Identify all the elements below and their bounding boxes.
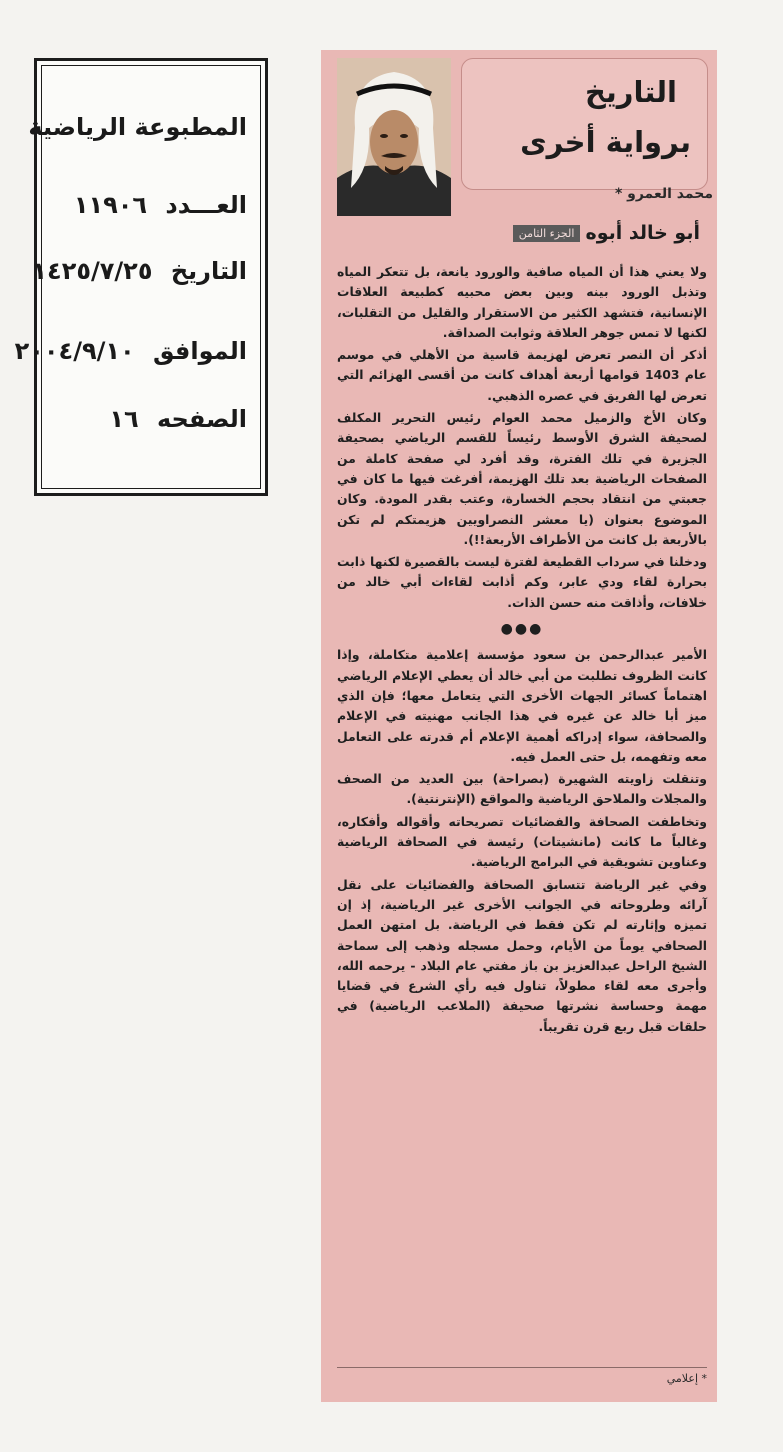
issue-value: ١١٩٠٦ bbox=[73, 191, 148, 219]
card-hijri-row bbox=[32, 257, 247, 285]
section-separator: ●●● bbox=[500, 621, 544, 638]
page-value: ١٦ bbox=[109, 405, 139, 433]
card-issue-row bbox=[47, 191, 247, 219]
paragraph: الأمير عبدالرحمن بن سعود مؤسسة إعلامية متكاملة، وإذا كانت الظروف تطلبت من أبي خالد أن يعطي الإعلام الرياضي اهتماماً كسائر الجهات الأخرى التي يتعامل معها؛ فإن الذي ميز أبا خالد عن غيره في هذا الجانب مهنيته في الإعلام والصحافة، سواء إدراكه أهمية الإعلام أم قدرته على التعامل معه وتفهمه، بل حتى العمل فيه. bbox=[337, 647, 707, 764]
article-subtitle: أبو خالد أبوه bbox=[585, 222, 700, 244]
paragraph: وفي غير الرياضة تتسابق الصحافة والفضائيات على نقل آرائه وطروحاته في الجوانب الأخرى غير الرياضية، إذ إن تميزه وإثارته لم تكن فقط في الرياضة. بل امتهن العمل الصحافي يوماً من الأيام، وحمل مسجله وذهب إلى سماحة الشيخ الراحل عبدالعزيز بن باز مفتي عام البلاد - يرحمه الله، وأجرى معه لقاء مطولاً، تناول فيه رأي الشرع في قضايا مهمة وحساسة نشرتها صحيفة (الملاعب الرياضية) في حلقات قبل ربع قرن تقريباً. bbox=[337, 876, 707, 1034]
hijri-date-label: التاريخ bbox=[170, 257, 247, 285]
author-portrait-icon bbox=[337, 58, 451, 216]
card-gregorian-row bbox=[14, 337, 247, 365]
author-name: محمد العمرو bbox=[627, 186, 713, 202]
part-badge: الجزء الثامن bbox=[513, 225, 581, 242]
column-title-box bbox=[461, 58, 708, 190]
article-body bbox=[337, 262, 707, 1039]
paragraph: ولا يعني هذا أن المياه صافية والورود يانعة، بل تتعكر المياه وتذبل الورود بينه وبين بعض محبيه كطبيعة العلاقات الإنسانية، فتشهد الكثير من الاستقرار والقليل من التقلبات، لكنها لا تمس جوهر العلاقة وثوابت الصداقة. bbox=[337, 264, 707, 340]
column-title-line1: التاريخ bbox=[584, 75, 677, 109]
footnote-divider bbox=[337, 1367, 707, 1368]
gregorian-date-label: الموافق bbox=[153, 337, 247, 365]
gregorian-date-value: ٢٠٠٤/٩/١٠ bbox=[14, 337, 135, 365]
author-byline bbox=[603, 186, 713, 202]
card-page-row bbox=[47, 405, 247, 433]
footnote-star: * bbox=[701, 1372, 707, 1385]
article-subhead bbox=[352, 222, 700, 244]
paragraph: وتنقلت زاويته الشهيرة (بصراحة) بين العديد من الصحف والمجلات والملاحق الرياضية والمواقع (الإنترنتية). bbox=[337, 771, 707, 807]
issue-label: العـــدد bbox=[165, 191, 247, 219]
column-title-line2: برواية أخرى bbox=[520, 125, 691, 159]
paragraph: ودخلنا في سرداب القطيعة لفترة ليست بالقصيرة لكنها ذابت بحرارة لقاء ودي عابر، وكم أذابت لقاءات أبي خالد من خلافات، وأذاقت منه حسن الذات. bbox=[337, 554, 707, 610]
author-photo bbox=[337, 58, 451, 216]
page-label: الصفحه bbox=[156, 405, 247, 433]
publication-name: المطبوعة الرياضية bbox=[28, 113, 247, 141]
author-footnote bbox=[337, 1372, 707, 1385]
archive-index-card bbox=[14, 58, 268, 496]
hijri-date-value: ١٤٢٥/٧/٢٥ bbox=[32, 257, 153, 285]
paragraph: أذكر أن النصر تعرض لهزيمة قاسية من الأهلي في موسم عام 1403 قوامها أربعة أهداف كانت من أقسى الهزائم التي تعرض لها الفريق في عصره الذهبي. bbox=[337, 347, 708, 403]
footnote-text: إعلامي bbox=[666, 1372, 698, 1385]
paragraph: وتخاطفت الصحافة والفضائيات تصريحاته وأقواله وأفكاره، وغالباً ما كانت (مانشيتات) رئيسة في الصحافة الرياضية وعناوين تشويقية في البرامج الرياضية. bbox=[337, 813, 707, 870]
card-publication bbox=[28, 113, 247, 141]
paragraph: وكان الأخ والزميل محمد العوام رئيس التحرير المكلف لصحيفة الشرق الأوسط رئيساً للقسم الرياضي بصحيفة الجزيرة في تلك الفترة، وقد أفرد لي صفحة كاملة من الصفحات الرياضية بعد تلك الهزيمة، أفرغت فيها ما كان في جعبتي من انتقاد بحجم الخسارة، وعتب بقدر المودة. وكان الموضوع بعنوان (يا معشر النصراويين هزيمتكم لم تكن بالأربعة بل كانت من الأطراف الأربعة!!). bbox=[337, 410, 707, 547]
author-star: * bbox=[614, 186, 623, 202]
